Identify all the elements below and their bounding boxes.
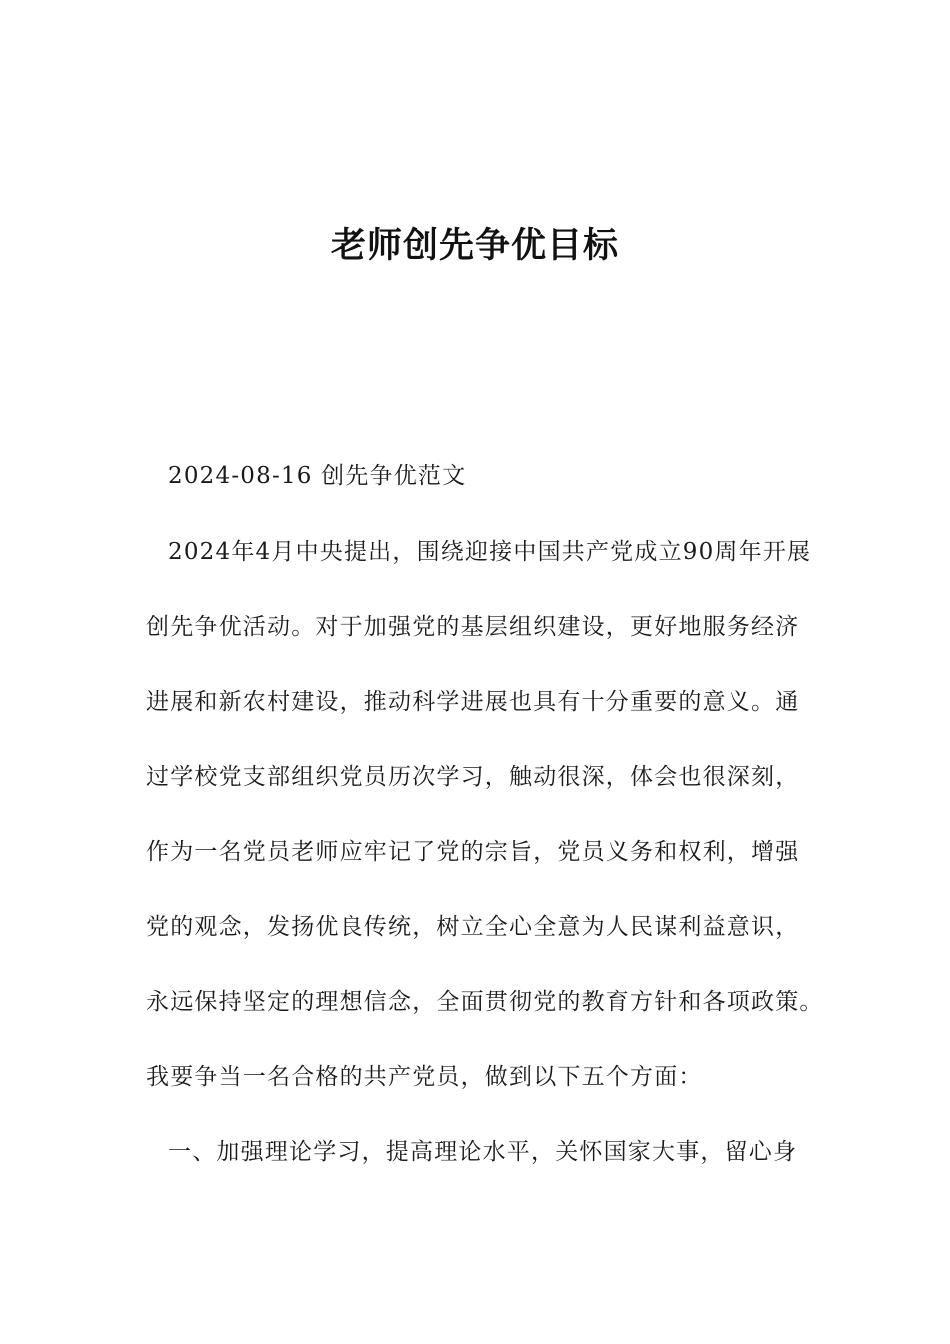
body-line: 进展和新农村建设，推动科学进展也具有十分重要的意义。通 xyxy=(146,689,800,715)
body-line: 2024年4月中央提出，围绕迎接中国共产党成立90周年开展 xyxy=(168,539,812,565)
document-title: 老师创先争优目标 xyxy=(330,226,619,266)
body-line: 永远保持坚定的理想信念，全面贯彻党的教育方针和各项政策。 xyxy=(146,989,824,1015)
body-line: 党的观念，发扬优良传统，树立全心全意为人民谋利益意识， xyxy=(146,914,800,940)
date-line: 2024-08-16 创先争优范文 xyxy=(168,463,467,489)
body-line: 过学校党支部组织党员历次学习，触动很深，体会也很深刻， xyxy=(146,764,800,790)
body-line: 作为一名党员老师应牢记了党的宗旨，党员义务和权利，增强 xyxy=(146,839,800,865)
body-line: 创先争优活动。对于加强党的基层组织建设，更好地服务经济 xyxy=(146,614,800,640)
body-line: 一、加强理论学习，提高理论水平，关怀国家大事，留心身 xyxy=(168,1139,798,1165)
body-line: 我要争当一名合格的共产党员，做到以下五个方面： xyxy=(146,1064,703,1090)
